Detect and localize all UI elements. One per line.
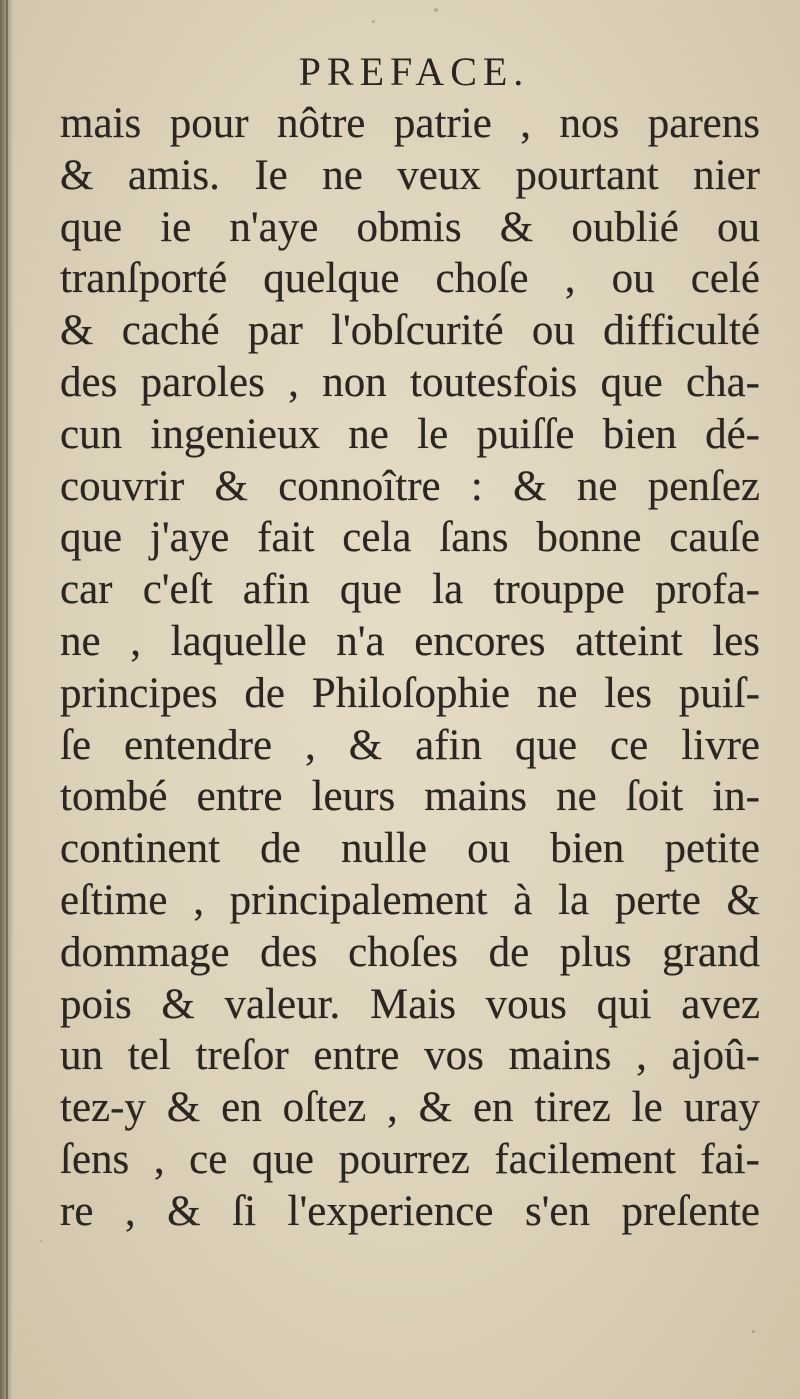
body-text	[60, 98, 760, 1238]
text-line: principes de Philoſophie ne les puiſ-	[60, 669, 760, 717]
text-line: dommage des choſes de plus grand	[60, 928, 760, 976]
text-line: & caché par l'obſcurité ou difficulté	[60, 307, 760, 355]
text-line: cun ingenieux ne le puiſſe bien dé-	[60, 410, 760, 458]
paper-speck	[372, 20, 375, 23]
text-line: des paroles , non toutesfois que cha-	[60, 358, 760, 406]
text-line: & amis. Ie ne veux pourtant nier	[60, 151, 760, 199]
paper-speck	[40, 1240, 42, 1242]
text-line: pois & valeur. Mais vous qui avez	[60, 980, 760, 1028]
text-line: que ie n'aye obmis & oublié ou	[60, 203, 760, 251]
text-line: re , & ſi l'experience s'en preſente	[60, 1187, 760, 1235]
text-line: ſe entendre , & afin que ce livre	[60, 721, 760, 769]
paper-speck	[752, 1330, 755, 1333]
text-line: car c'eſt afin que la trouppe profa-	[60, 566, 760, 614]
text-line: un tel treſor entre vos mains , ajoû-	[60, 1032, 760, 1080]
text-line: tombé entre leurs mains ne ſoit in-	[60, 773, 760, 821]
text-line: couvrir & connoître : & ne penſez	[60, 462, 760, 510]
text-line: ne , laquelle n'a encores atteint les	[60, 617, 760, 665]
text-line: eſtime , principalement à la perte &	[60, 876, 760, 924]
text-line: mais pour nôtre patrie , nos parens	[60, 100, 760, 147]
page-edge-line	[6, 0, 8, 1399]
running-head: PREFACE.	[298, 49, 530, 94]
text-line: tranſporté quelque choſe , ou celé	[60, 255, 760, 303]
text-line: ſens , ce que pourrez facilement fai-	[60, 1135, 760, 1183]
text-line: que j'aye fait cela ſans bonne cauſe	[60, 514, 760, 562]
paper-speck	[434, 8, 438, 12]
text-line: tez-y & en oſtez , & en tirez le uray	[60, 1084, 760, 1132]
text-line: continent de nulle ou bien petite	[60, 825, 760, 873]
